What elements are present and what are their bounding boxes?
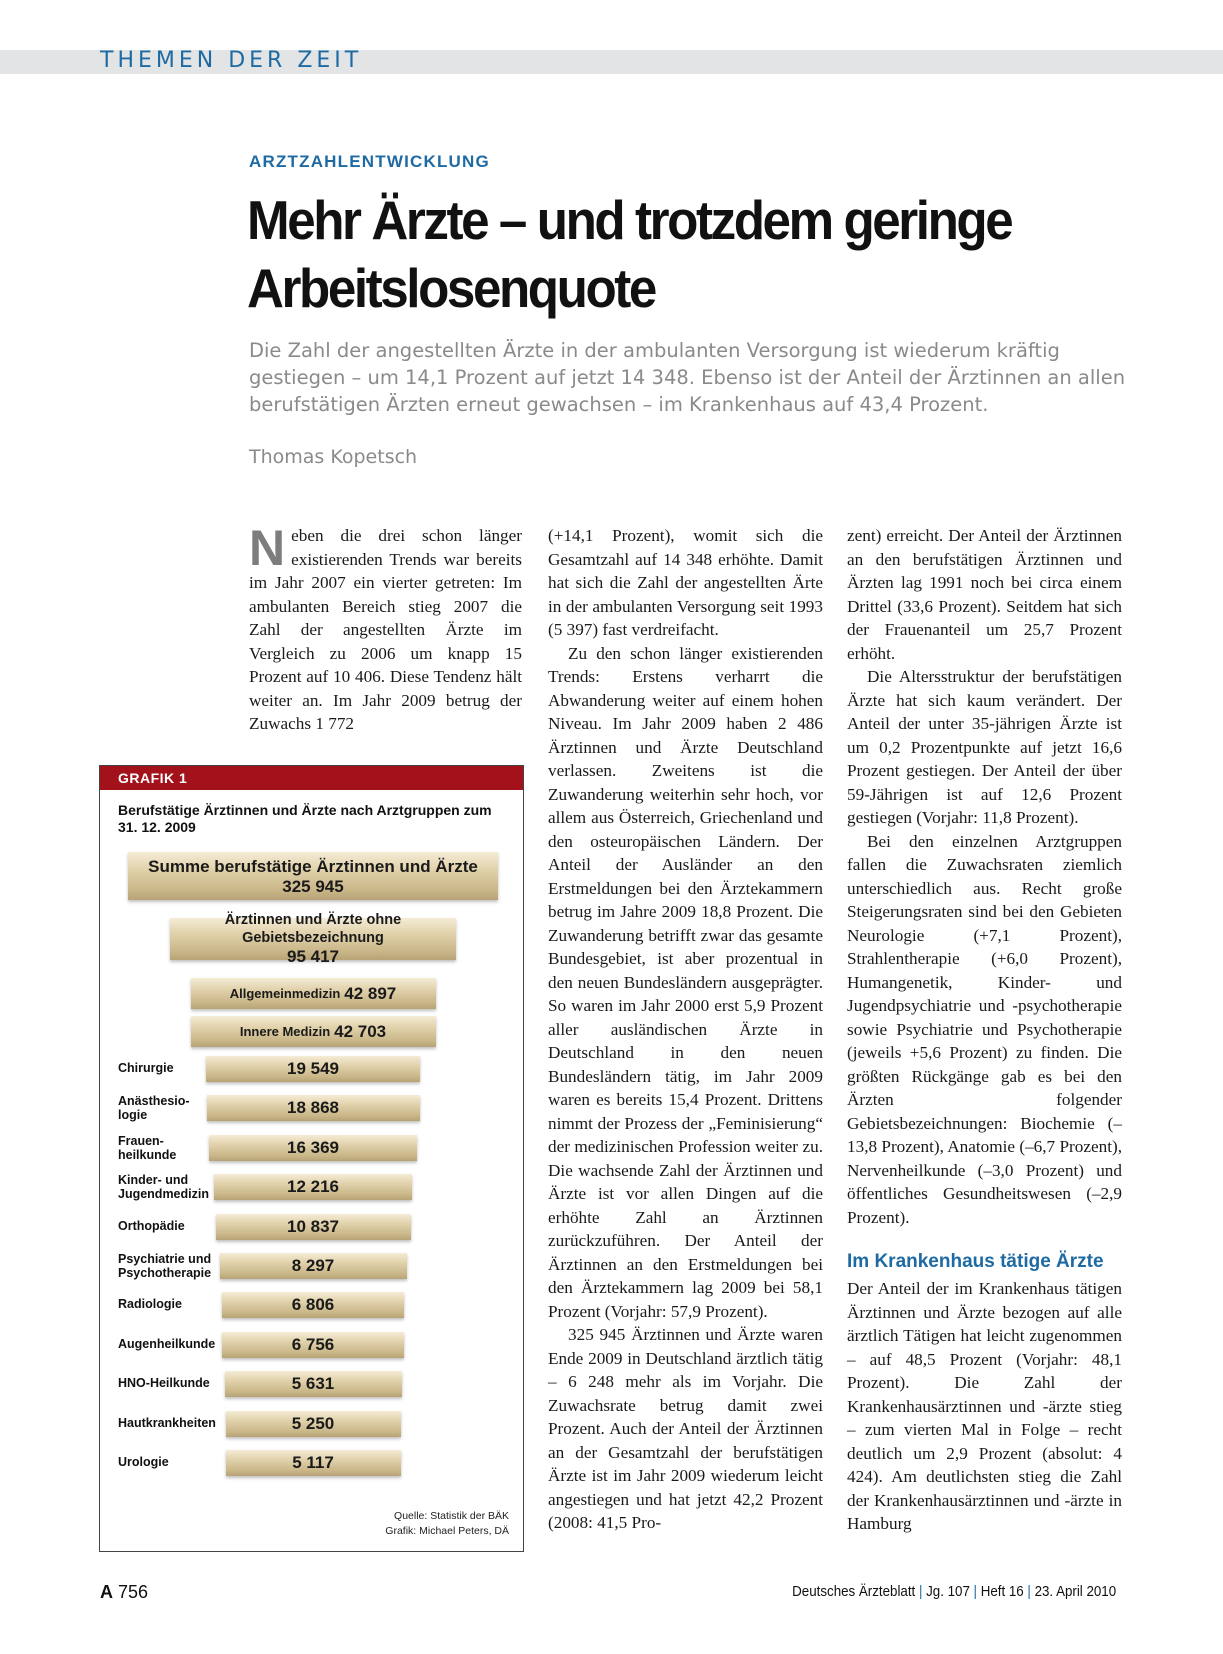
column-3 <box>847 524 1122 1536</box>
bar-label: Summe berufstätige Ärztinnen und Ärzte <box>148 856 478 876</box>
chart-header: GRAFIK 1 <box>100 766 523 790</box>
chart-bar <box>225 1371 402 1397</box>
bar-value: 8 297 <box>291 1256 335 1275</box>
credit-line: Grafik: Michael Peters, DÄ <box>385 1525 509 1537</box>
category-label: Kinder- und Jugendmedizin <box>118 1173 209 1202</box>
chart-bar <box>222 1332 404 1358</box>
body-paragraph: zent) erreicht. Der Anteil der Ärztinnen an den berufstätigen Ärztinnen und Ärzten lag 1991 noch bei circa einem Drittel (33,6 Prozent). Seitdem hat sich der Frauenanteil um 25,7 Prozent erhöht. <box>847 526 1122 663</box>
bar-value: 19 549 <box>287 1059 339 1078</box>
drop-cap: N <box>249 520 286 576</box>
column-1 <box>249 520 522 736</box>
category-label: Psychiatrie und Psychotherapie <box>118 1252 212 1280</box>
bar-value: 5 631 <box>291 1374 335 1394</box>
separator: | <box>918 1584 923 1600</box>
category-label: Frauen- heilkunde <box>118 1133 177 1162</box>
chart-source <box>385 1509 509 1539</box>
category-label: HNO-Heilkunde <box>118 1376 210 1391</box>
chart-bar <box>216 1214 411 1240</box>
chart-bar <box>207 1095 420 1121</box>
subheading: Im Krankenhaus tätige Ärzte <box>847 1251 1104 1272</box>
chart-bar <box>226 1411 401 1437</box>
chart-title: Berufstätige Ärztinnen und Ärzte nach Arztgruppen zum 31. 12. 2009 <box>118 802 492 835</box>
separator: | <box>973 1584 977 1600</box>
body-paragraph: Der Anteil der im Krankenhaus tätigen Ärztinnen und Ärzte bezogen auf alle ärztlich Tätigen hat leicht zugenommen – auf 48,5 Prozent (Vorjahr: 48,1 Prozent). Die Zahl der Krankenhausärztinnen und -ärzte stieg – zum vierten Mal in Folge – recht deutlich um 2,9 Prozent (absolut: 4 424). Am deutlichsten stieg die Zahl der Krankenhausärztinnen und -ärzte in Hamburg <box>847 1279 1122 1533</box>
chart-bar-summary <box>170 912 456 966</box>
category-label: Urologie <box>118 1455 169 1469</box>
chart-bar <box>220 1253 407 1279</box>
bar-value: 10 837 <box>287 1216 339 1236</box>
author: Thomas Kopetsch <box>249 446 418 468</box>
bar-value: 12 216 <box>287 1177 339 1197</box>
category-label: Anästhesio- logie <box>118 1094 190 1123</box>
bar-value: 95 417 <box>287 947 339 966</box>
category-label: Augenheilkunde <box>118 1336 216 1351</box>
chart-bar <box>226 1450 401 1476</box>
body-paragraph: (+14,1 Prozent), womit sich die Gesamtzahl auf 14 348 erhöhte. Damit hat sich die Zahl der angestellten Ärte in der ambulanten Versorgung seit 1993 (5 397) fast verdreifacht. <box>548 526 823 639</box>
separator: | <box>1027 1584 1031 1600</box>
journal-footer <box>792 1584 1116 1600</box>
section-label: THEMEN DER ZEIT <box>100 48 363 73</box>
body-paragraph: Zu den schon länger existierenden Trends: Erstens verharrt die Abwanderung weiter auf einem hohen Niveau. Im Jahr 2009 haben 2 486 Ärztinnen und Ärzte Deutschland verlassen. Zweitens ist die Zuwanderung weiterhin sehr hoch, vor allem aus Österreich, Griechenland und den osteuropäischen Ländern. Der Anteil der Ausländer an den Erstmeldungen bei den Ärztekammern betrug im Jahre 2009 18,8 Prozent. Die Zuwanderung betrifft zwar das gesamte Bundesgebiet, ist aber prozentual in den neuen Bundesländern ausgeprägter. So waren im Jahr 2000 erst 5,9 Prozent aller ausländischen Ärzte in Deutschland in den neuen Bundesländern tätig, im Jahr 2009 waren es bereits 15,4 Prozent. Drittens nimmt der Prozess der „Feminisierung“ der medizinischen Profession weiter zu. Die wachsende Zahl der Ärztinnen und Ärzte ist vor allen Dingen auf die erhöhte Zahl an Ärztinnen zurückzuführen. Der Anteil der Ärztinnen an den Erstmeldungen bei den Ärztekammern lag 2009 bei 58,1 Prozent (Vorjahr: 57,9 Prozent). <box>548 643 823 1321</box>
bar-value: 325 945 <box>282 876 344 896</box>
chart-bar <box>206 1056 420 1082</box>
lead-paragraph: Die Zahl der angestellten Ärzte in der ambulanten Versorgung ist wiederum kräftig gestiegen – um 14,1 Prozent auf jetzt 14 348. Ebenso ist der Anteil der Ärztinnen an allen berufstätigen Ärzten erneut gewachsen – im Krankenhaus auf 43,4 Prozent. <box>249 339 1126 416</box>
category-label: Orthopädie <box>118 1218 185 1233</box>
bar-label: Allgemeinmedizin <box>229 986 341 1001</box>
category-label: Radiologie <box>118 1297 182 1312</box>
chart-bar-summary <box>191 978 436 1009</box>
category-label: Chirurgie <box>118 1061 174 1075</box>
bar-value: 5 250 <box>291 1413 335 1433</box>
chart-bar <box>222 1292 404 1318</box>
body-paragraph: Bei den einzelnen Arztgruppen fallen die Zuwachsraten ziemlich unterschiedlich aus. Recht große Steigerungsraten sind bei den Gebieten Neurologie (+7,1 Prozent), Strahlentherapie (+6,0 Prozent), Humangenetik, Kinder- und Jugendpsychiatrie und -psychotherapie sowie Psychiatrie und Psychotherapie (jeweils +5,6 Prozent) zu finden. Die größten Rückgänge gab es bei den Ärzten folgender Gebietsbezeichnungen: Biochemie (–13,8 Prozent), Anatomie (–6,7 Prozent), Nervenheilkunde (–3,0 Prozent) und öffentliches Gesundheitswesen (–2,9 Prozent). <box>847 831 1122 1227</box>
page-number-value: 756 <box>118 1582 149 1602</box>
body-paragraph: 325 945 Ärztinnen und Ärzte waren Ende 2009 in Deutschland ärztlich tätig – 6 248 mehr als im Vorjahr. Die Zuwachsrate betrug damit zwei Prozent. Auch der Anteil der Ärztinnen an der Gesamtzahl der berufstätigen Ärzte ist im Jahr 2009 wiederum leicht angestiegen und hat jetzt 42,2 Prozent (2008: 41,5 Pro- <box>548 1325 823 1532</box>
body-paragraph <box>249 520 522 736</box>
kicker: ARZTZAHLENTWICKLUNG <box>249 152 490 171</box>
chart-box <box>99 765 524 1552</box>
chart-bar <box>214 1174 412 1200</box>
source-line: Quelle: Statistik der BÄK <box>394 1510 509 1522</box>
bar-value: 6 806 <box>291 1295 335 1315</box>
chart-bar-summary <box>191 1016 436 1047</box>
bar-value: 5 117 <box>292 1453 334 1472</box>
journal-volume: Jg. 107 <box>925 1584 970 1600</box>
journal-issue: Heft 16 <box>980 1584 1024 1600</box>
body-paragraph: Die Altersstruktur der berufstätigen Ärzte hat sich kaum verändert. Der Anteil der unter 35-jährigen Ärzte ist um 0,2 Prozentpunkte auf jetzt 16,6 Prozent gestiegen. Der Anteil der über 59-Jährigen ist auf 12,6 Prozent gestiegen (Vorjahr: 11,8 Prozent). <box>847 667 1122 827</box>
page-prefix: A <box>100 1582 113 1602</box>
column-2 <box>548 524 823 1535</box>
bar-value: 18 868 <box>287 1098 339 1118</box>
bar-label: Innere Medizin <box>239 1024 331 1039</box>
page-number <box>100 1582 148 1603</box>
category-label: Hautkrankheiten <box>118 1415 216 1430</box>
bar-value: 42 703 <box>334 1021 387 1041</box>
chart-bar <box>209 1135 417 1161</box>
chart-bar-summary <box>128 852 498 900</box>
bar-value: 42 897 <box>344 983 397 1003</box>
bar-value: 16 369 <box>287 1137 339 1157</box>
journal-name: Deutsches Ärzteblatt <box>792 1584 916 1600</box>
journal-date: 23. April 2010 <box>1034 1584 1116 1600</box>
bar-value: 6 756 <box>291 1334 335 1354</box>
paragraph-text: eben die drei schon länger existierenden Trends war bereits im Jahr 2007 ein vierter getreten: Im ambulanten Bereich stieg 2007 die Zahl der angestellten Ärzte im Vergleich zu 2006 um knapp 15 Prozent auf 10 406. Diese Tendenz hält weiter an. Im Jahr 2009 betrug der Zuwachs 1 772 <box>249 526 522 733</box>
bar-label: Ärztinnen und Ärzte ohne Gebietsbezeichnung <box>224 912 402 946</box>
headline: Mehr Ärzte – und trotzdem geringe Arbeitslosenquote <box>247 189 1012 319</box>
